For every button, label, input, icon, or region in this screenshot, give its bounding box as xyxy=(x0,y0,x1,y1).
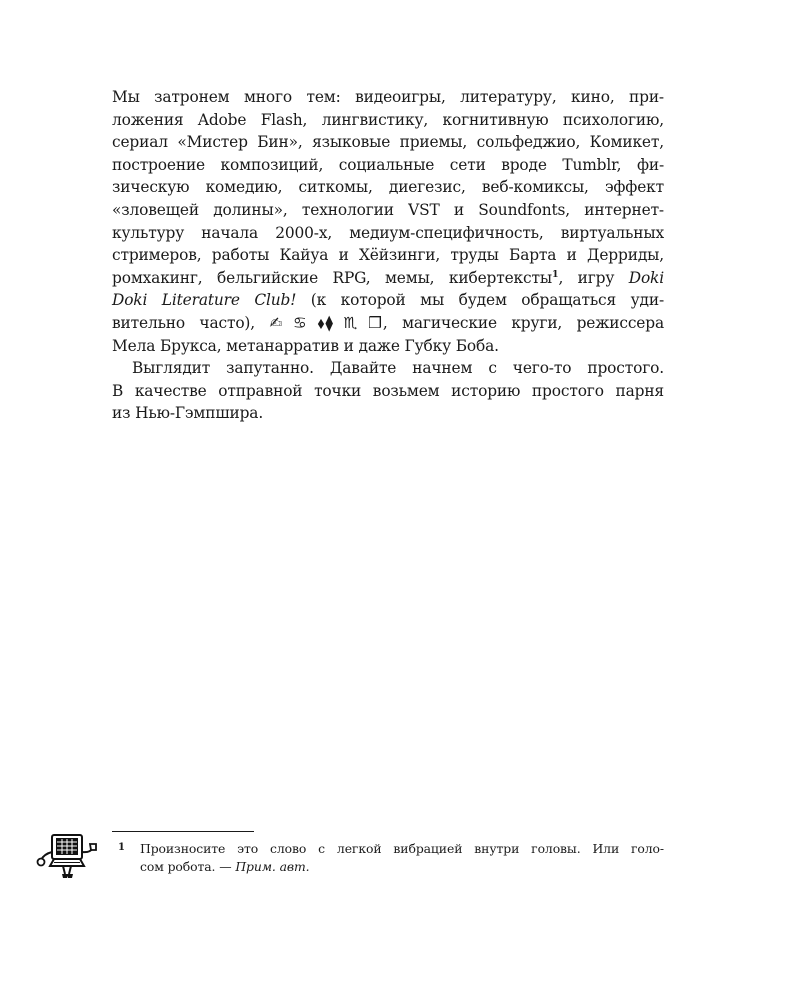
text-line: зическую комедию, ситкомы, диегезис, веб-комиксы, эффект xyxy=(112,178,664,197)
text-line: Мела Брукса, метанарратив и даже Губку Боба. xyxy=(112,336,499,355)
text-line: Выглядит запутанно. Давайте начнем с чего-то простого. xyxy=(132,359,664,378)
text-fragment: ромхакинг, бельгийские RPG, мемы, кибертексты xyxy=(112,268,552,287)
wingdings-word: ✍♋⬧⧫♏❒ xyxy=(269,313,383,332)
footnote xyxy=(112,840,664,876)
text-line: В качестве отправной точки возьмем историю простого парня xyxy=(112,381,664,400)
text-fragment: сом робота. — xyxy=(140,859,236,874)
computer-mascot-icon xyxy=(36,832,100,882)
text-line: сериал «Мистер Бин», языковые приемы, сольфеджио, Комикет, xyxy=(112,133,664,152)
footnote-reference[interactable]: 1 xyxy=(551,268,559,280)
game-title-fragment: Doki Literature Club! xyxy=(112,291,297,310)
text-line xyxy=(112,289,664,312)
main-text xyxy=(112,86,664,425)
game-title-fragment: Doki xyxy=(628,268,665,287)
text-line xyxy=(112,267,664,290)
text-fragment: вительно часто), xyxy=(112,313,270,332)
text-fragment: (к которой мы будем обращаться уди- xyxy=(296,291,664,310)
paragraph-1 xyxy=(112,86,664,357)
text-fragment: , игру xyxy=(558,268,629,287)
text-line: построение композиций, социальные сети вроде Tumblr, фи- xyxy=(112,155,664,174)
text-line xyxy=(112,312,664,335)
text-line: из Нью-Гэмпшира. xyxy=(112,404,264,423)
footnote-line: Произносите это слово с легкой вибрацией внутри головы. Или голо- xyxy=(140,841,664,856)
paragraph-2 xyxy=(112,357,664,425)
text-line: Мы затронем много тем: видеоигры, литературу, кино, при- xyxy=(112,88,664,106)
text-line: ложения Adobe Flash, лингвистику, когнитивную психологию, xyxy=(112,110,664,129)
text-line: «зловещей долины», технологии VST и Soundfonts, интернет- xyxy=(112,200,664,219)
footnote-marker: 1 xyxy=(118,842,125,853)
text-line: культуру начала 2000-х, медиум-специфичность, виртуальных xyxy=(112,223,664,242)
text-fragment: , магические круги, режиссера xyxy=(382,313,664,332)
footnote-body xyxy=(140,840,664,876)
footnote-line xyxy=(140,858,664,876)
text-line: стримеров, работы Кайуа и Хёйзинги, труды Барта и Дерриды, xyxy=(112,246,664,265)
footnote-divider xyxy=(112,831,254,832)
author-note: Прим. авт. xyxy=(235,859,310,874)
